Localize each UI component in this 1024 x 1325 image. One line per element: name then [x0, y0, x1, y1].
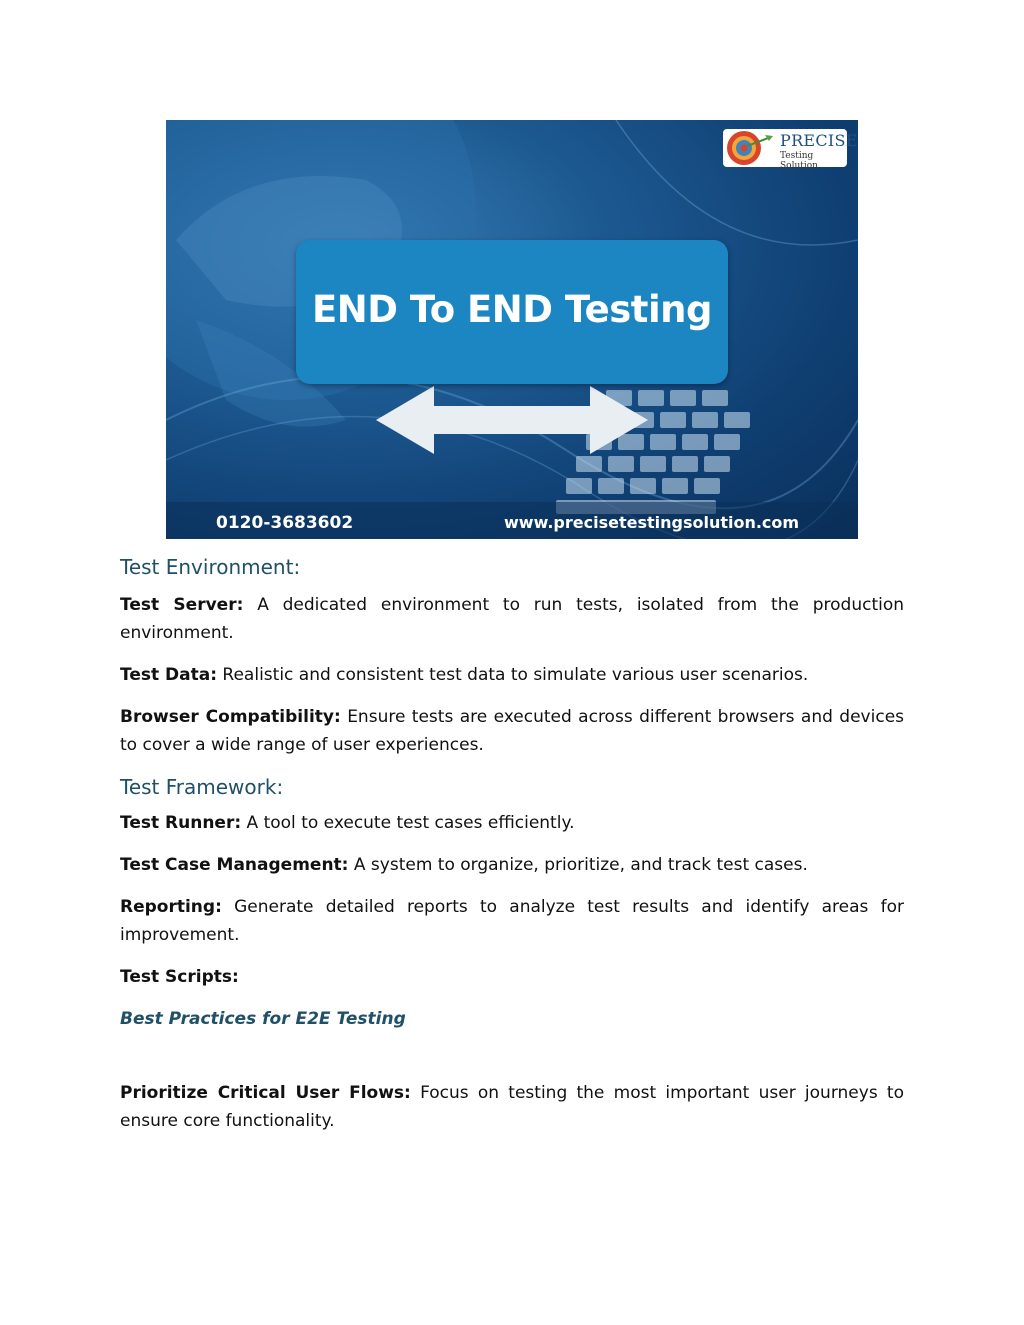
heading-test-environment: Test Environment: [120, 555, 301, 579]
paragraph-test-scripts [120, 963, 904, 991]
target-icon [725, 129, 775, 167]
label-reporting: Reporting: [120, 897, 222, 917]
label-test-data: Test Data: [120, 665, 218, 685]
text-test-data: Realistic and consistent test data to simulate various user scenarios. [217, 665, 809, 685]
label-test-runner: Test Runner: [120, 813, 242, 833]
article-body [120, 555, 904, 1135]
paragraph-test-server [120, 591, 904, 647]
paragraph-browser-compatibility [120, 703, 904, 759]
text-test-case-management: A system to organize, prioritize, and track test cases. [348, 855, 808, 875]
paragraph-test-data [120, 661, 904, 689]
website-url: www.precisetestingsolution.com [504, 513, 800, 532]
text-browser-compatibility: Ensure tests are executed across different browsers and devices to cover a wide range of user experiences. [120, 707, 905, 755]
text-test-runner: A tool to execute test cases efficiently. [241, 813, 575, 833]
label-prioritize-flows: Prioritize Critical User Flows: [120, 1083, 411, 1103]
logo-name: PRECISE [780, 131, 858, 150]
title-box [296, 240, 728, 384]
paragraph-test-runner [120, 809, 904, 837]
heading-best-practices: Best Practices for E2E Testing [120, 1009, 406, 1029]
text-reporting: Generate detailed reports to analyze test results and identify areas for improvement. [120, 897, 904, 945]
label-browser-compatibility: Browser Compatibility: [120, 707, 341, 727]
brand-logo [723, 129, 858, 171]
phone-number: 0120-3683602 [216, 513, 354, 533]
logo-tagline: Testing Solution [780, 151, 818, 171]
paragraph-test-case-management [120, 851, 904, 879]
heading-test-framework: Test Framework: [120, 775, 284, 799]
banner-title: END To END Testing [312, 288, 712, 331]
paragraph-reporting [120, 893, 904, 949]
label-test-case-management: Test Case Management: [120, 855, 349, 875]
label-test-server: Test Server: [120, 595, 244, 615]
label-test-scripts: Test Scripts: [120, 967, 239, 987]
paragraph-prioritize-flows [120, 1079, 904, 1135]
text-prioritize-flows: Focus on testing the most important user journeys to ensure core functionality. [120, 1083, 904, 1131]
double-arrow-icon [376, 386, 648, 454]
text-test-server: A dedicated environment to run tests, isolated from the production environment. [120, 595, 905, 643]
hero-banner [166, 120, 858, 539]
